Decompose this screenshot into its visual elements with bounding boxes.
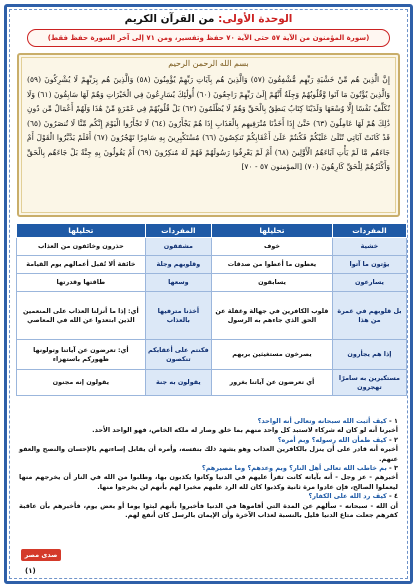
vocab-meaning: يقولون إنه مجنون <box>17 370 146 396</box>
vocab-meaning: أي: تعرضون عن آياتنا وتولونها ظهوركم باستهزاء <box>17 340 146 370</box>
vocab-meaning: يصرخون مستغيثين بربهم <box>212 340 333 370</box>
vocab-header-meaning: تحليلها <box>17 224 146 238</box>
vocab-word: أخذنا مترفيها بالعذاب <box>145 292 211 340</box>
answer-1: أخبرنا أنه لو كان له شركاء لاستبد كل واحد منهم بما خلق وصار له ملكه الخاص، فهو الواحد الأحد. <box>92 426 398 435</box>
vocab-meaning: يعطون ما أعطوا من صدقات <box>212 256 333 274</box>
site-logo: صدى مصر <box>21 549 61 561</box>
question-number: ٢ - <box>386 435 398 444</box>
question-text: كيف رد الله على الكفار؟ <box>308 492 387 501</box>
answer-3: أخبرهم - عز وجل - أنه بآياته كانت تقرأ عليهم في الدنيا وكانوا يكذبون بها، وطلبوا من الله في النار أن يخرجهم منها ليعملوا الصالح، فإن عادوا مرة ثانية وكذبوا كان لله الرد عليهم مخبرا لهم بأنهم لن يخرجوا منها. <box>19 473 398 491</box>
answer-4: أن الله - سبحانه - سألهم عن المدة التي أقاموها في الدنيا فأخبروا بأنهم لبثوا يوما أو بعض يوم، فأخبرهم بأن عاقبة كفرهم جعلت متاع الدنيا قليل بالنسبة لعذاب الآخرة وأن الإيمان بالرسل كان أنفع لهم. <box>19 501 398 520</box>
question-4 <box>19 492 398 501</box>
vocab-meaning: خوف <box>212 238 333 256</box>
question-text: بم خاطب الله تعالى أهل النار؟ وبم وعدهم؟ وما مصيرهم؟ <box>201 464 387 473</box>
vocab-meaning: حذرون وخائفون من العذاب <box>17 238 146 256</box>
table-row <box>17 292 407 340</box>
vocab-word: مستكبرين به سامرًا تهجرون <box>332 370 406 396</box>
vocab-word: إذا هم يجأرون <box>332 340 406 370</box>
quran-verses-frame <box>17 53 400 217</box>
answer-2: أخبره أنه قادر على أن ينزل بالكافرين العذاب وهو يشهد ذلك بنفسه، وأمره أن يقابل إساءتهم بالإحسان والنصح والعفو عنهم. <box>19 445 398 463</box>
unit-title <box>7 13 410 25</box>
verse-range-banner: (سورة المؤمنون من الآية ٥٧ حتى الآية ٧٠ حفظ وتفسير، ومن ٧١ إلى آخر السورة حفظ فقط) <box>27 29 390 47</box>
vocab-word: وقلوبهم وجلة <box>145 256 211 274</box>
unit-name: من القرآن الكريم <box>124 13 215 25</box>
table-row <box>17 274 407 292</box>
question-2 <box>19 436 398 445</box>
vocab-meaning: يسابقون <box>212 274 333 292</box>
vocab-meaning: أي: إذا ما أنزلنا العذاب على المنعمين الذين ابتعدوا عن الله في المعاصي <box>17 292 146 340</box>
vocab-word: يسارعون <box>332 274 406 292</box>
question-number: ١ - <box>386 417 398 425</box>
table-row <box>17 340 407 370</box>
vocab-header-word: المفردات <box>332 224 406 238</box>
vocab-header-row <box>17 224 407 238</box>
vocab-word: يؤتون ما آتوا <box>332 256 406 274</box>
question-text: كيف طمأن الله رسوله؟ وبم أمره؟ <box>277 435 387 444</box>
vocab-word: فكنتم على أعقابكم تنكصون <box>145 340 211 370</box>
vocab-header-meaning: تحليلها <box>212 224 333 238</box>
vocab-meaning: طاقتها وقدرتها <box>17 274 146 292</box>
unit-label: الوحدة الأولى: <box>218 13 293 25</box>
page-number: (١) <box>25 567 36 575</box>
vocabulary-table <box>16 223 407 396</box>
vocab-meaning: أي تعرضون عن آياتنا بغرور <box>212 370 333 396</box>
question-number: ٣ - <box>386 464 398 473</box>
quran-verses-text: إِنَّ الَّذِينَ هُم مِّنْ خَشْيَةِ رَبِّهِم مُّشْفِقُونَ (٥٧) وَالَّذِينَ هُم بِآيَاتِ رَبِّهِمْ يُؤْمِنُونَ (٥٨) وَالَّذِينَ هُم بِرَبِّهِمْ لَا يُشْرِكُونَ (٥٩) وَالَّذِينَ يُؤْتُونَ مَا آتَوا وَّقُلُوبُهُمْ وَجِلَةٌ أَنَّهُمْ إِلَىٰ رَبِّهِمْ رَاجِعُونَ (٦٠) أُولَٰئِكَ يُسَارِعُونَ فِي الْخَيْرَاتِ وَهُمْ لَهَا سَابِقُونَ (٦١) وَلَا نُكَلِّفُ نَفْسًا إِلَّا وُسْعَهَا وَلَدَيْنَا كِتَابٌ يَنطِقُ بِالْحَقِّ وَهُمْ لَا يُظْلَمُونَ (٦٢) بَلْ قُلُوبُهُمْ فِي غَمْرَةٍ مِّنْ هَٰذَا وَلَهُمْ أَعْمَالٌ مِّن دُونِ ذَٰلِكَ هُمْ لَهَا عَامِلُونَ (٦٣) حَتَّىٰ إِذَا أَخَذْنَا مُتْرَفِيهِم بِالْعَذَابِ إِذَا هُمْ يَجْأَرُونَ (٦٤) لَا تَجْأَرُوا الْيَوْمَ إِنَّكُم مِّنَّا لَا تُنصَرُونَ (٦٥) قَدْ كَانَتْ آيَاتِي تُتْلَىٰ عَلَيْكُمْ فَكُنتُمْ عَلَىٰ أَعْقَابِكُمْ تَنكِصُونَ (٦٦) مُسْتَكْبِرِينَ بِهِ سَامِرًا تَهْجُرُونَ (٦٧) أَفَلَمْ يَدَّبَّرُوا الْقَوْلَ أَمْ جَاءَهُم مَّا لَمْ يَأْتِ آبَاءَهُمُ الْأَوَّلِينَ (٦٨) أَمْ لَمْ يَعْرِفُوا رَسُولَهُمْ فَهُمْ لَهُ مُنكِرُونَ (٦٩) أَمْ يَقُولُونَ بِهِ جِنَّةٌ بَلْ جَاءَهُم بِالْحَقِّ وَأَكْثَرُهُمْ لِلْحَقِّ كَارِهُونَ (٧٠) [المؤمنون ٥٧ - ٧٠] <box>27 75 391 171</box>
vocab-word: وسعها <box>145 274 211 292</box>
vocab-meaning: قلوب الكافرين في جهالة وغفلة عن الحق الذي جاءهم به الرسول <box>212 292 333 340</box>
question-number: ٤ - <box>386 492 398 501</box>
question-1 <box>19 417 398 426</box>
table-row <box>17 256 407 274</box>
vocab-header-word: المفردات <box>145 224 211 238</box>
worksheet-page <box>4 4 413 584</box>
basmala: بسم الله الرحمن الرحيم <box>168 59 249 68</box>
table-row <box>17 370 407 396</box>
vocab-word: بل قلوبهم في غمرة من هذا <box>332 292 406 340</box>
vocab-word: خشية <box>332 238 406 256</box>
vocab-word: مشفقون <box>145 238 211 256</box>
questions-section <box>19 417 398 520</box>
vocab-meaning: خائفة ألا تُقبل أعمالهم يوم القيامة <box>17 256 146 274</box>
question-text: كيف أثبت الله سبحانه وتعالى أنه الواحد؟ <box>257 417 387 425</box>
vocab-word: يقولون به جنة <box>145 370 211 396</box>
table-row <box>17 238 407 256</box>
